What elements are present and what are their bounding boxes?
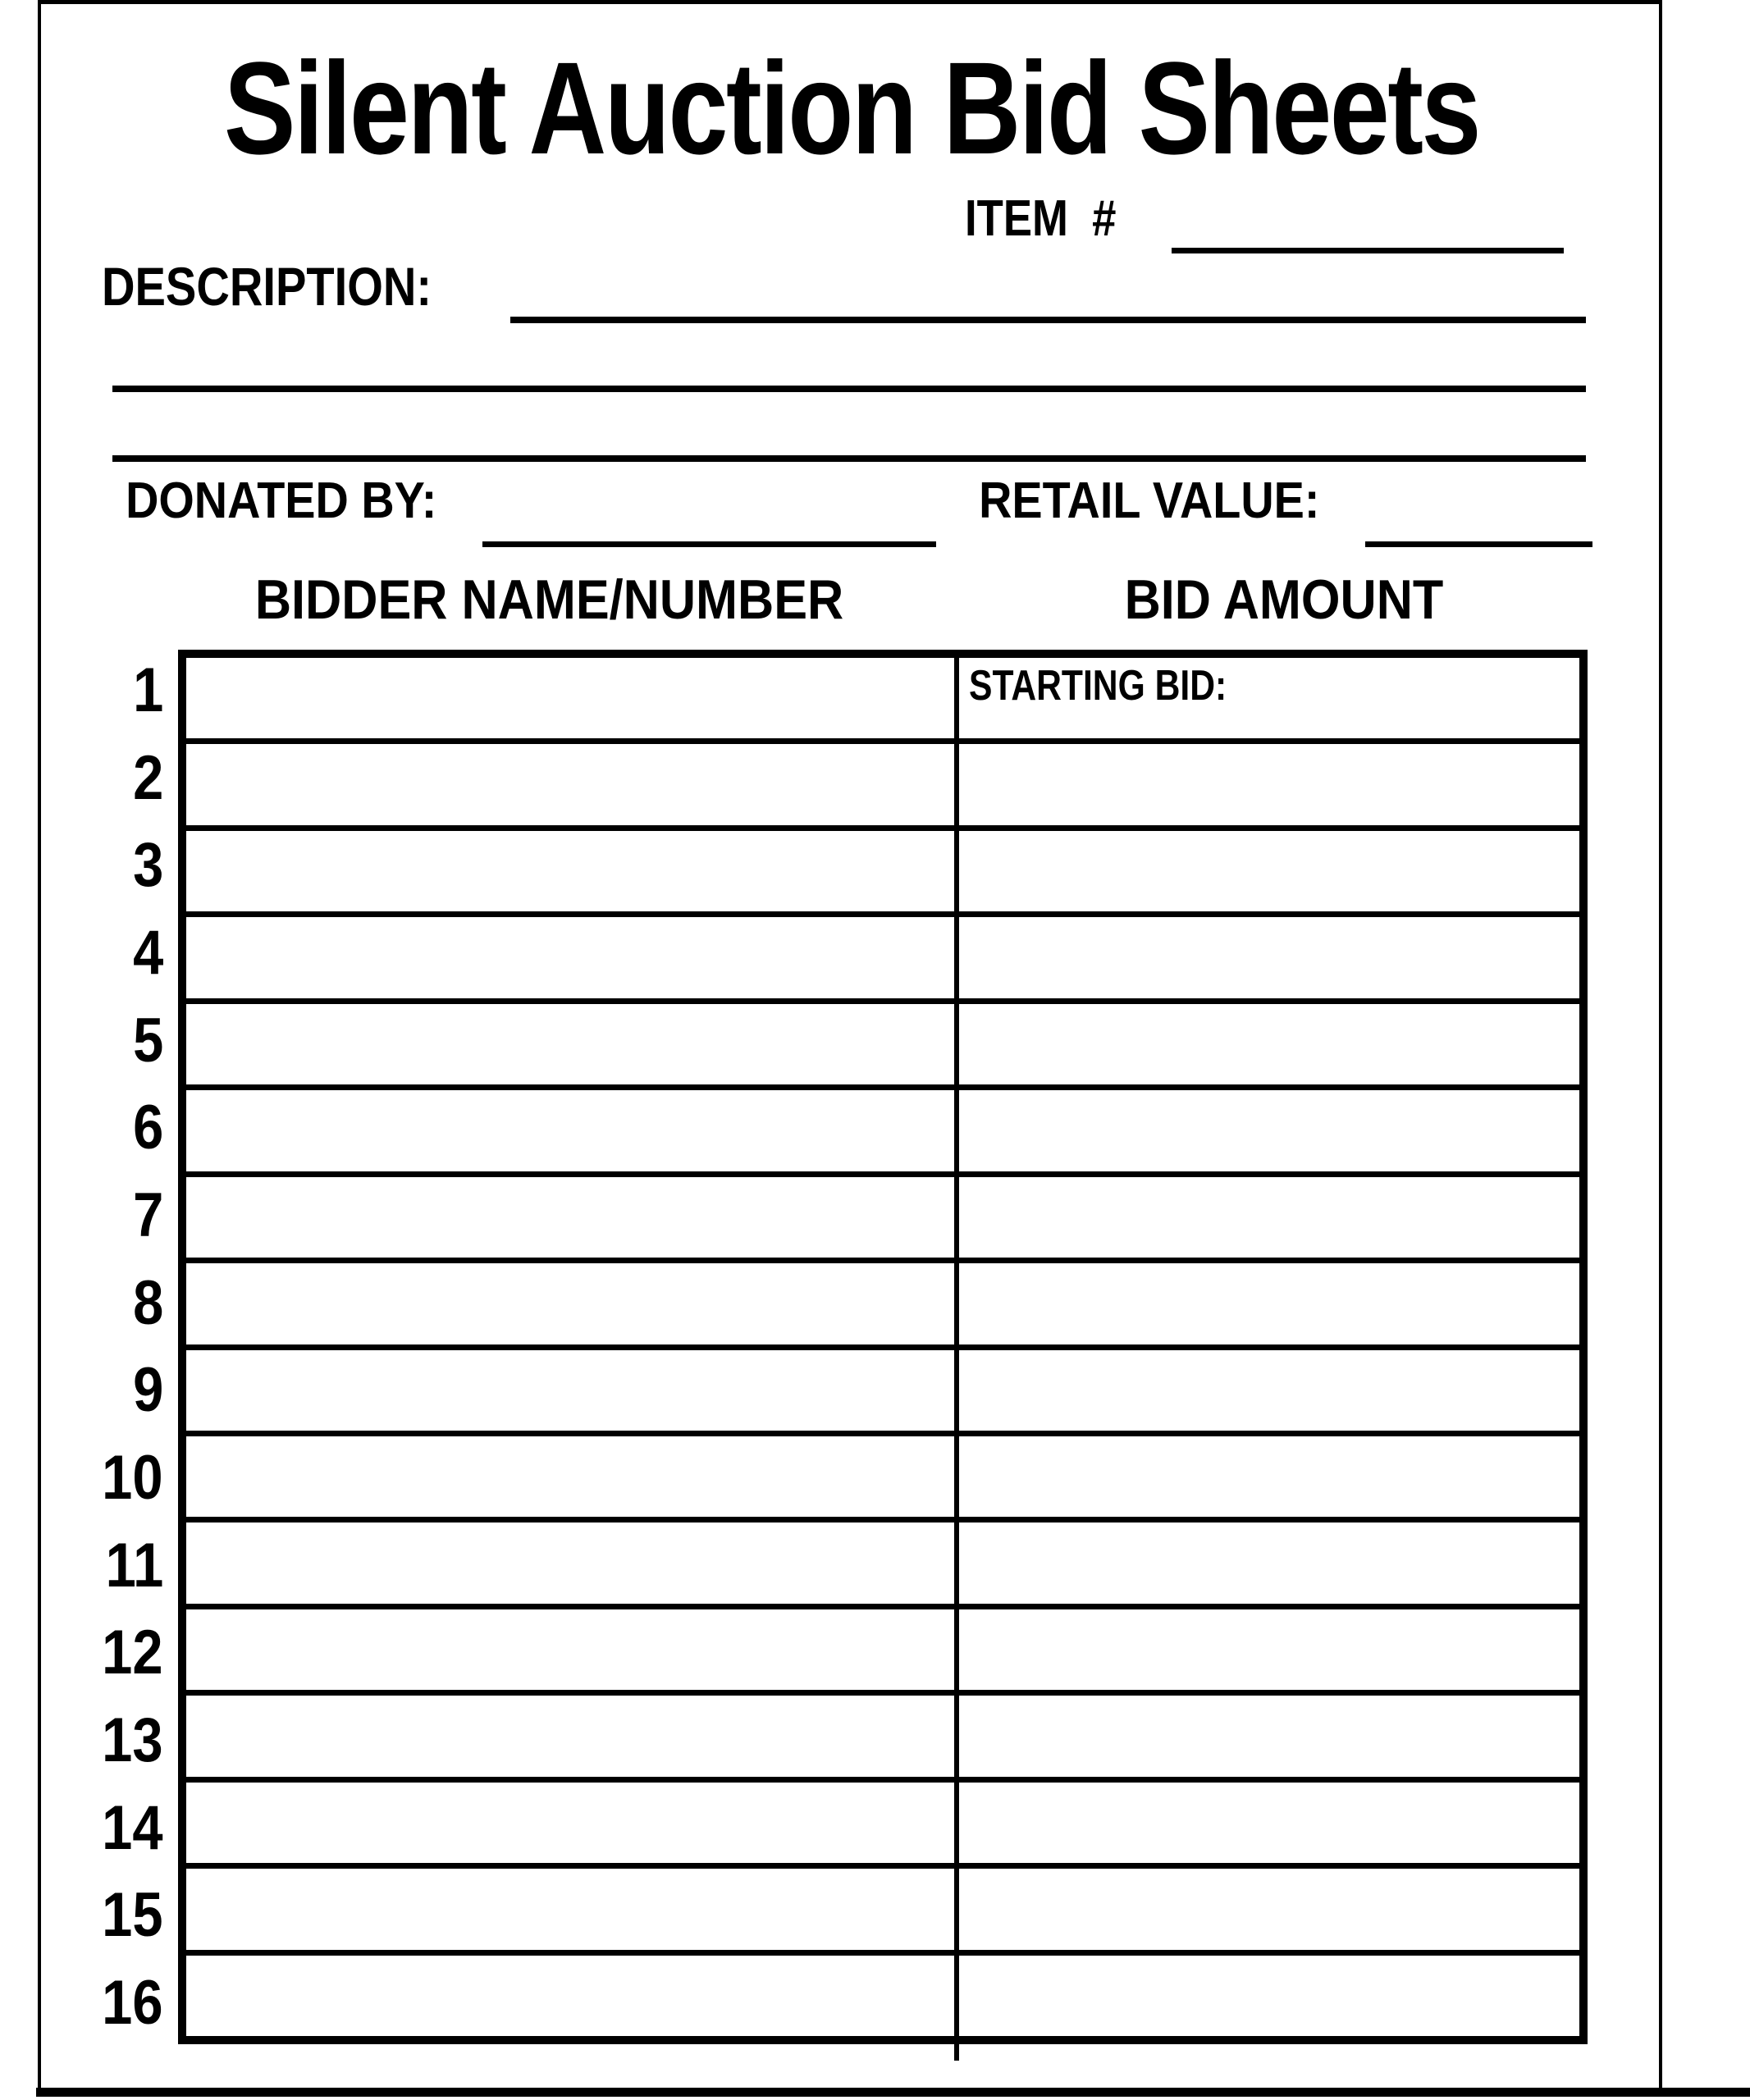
form-title-text: Silent Auction Bid Sheets [223, 34, 1480, 181]
bid-amount-cell [954, 1783, 1579, 1863]
table-row [186, 1436, 1579, 1522]
table-row [186, 1522, 1579, 1609]
table-row [186, 1350, 1579, 1436]
item-number-blank-line [1172, 248, 1564, 253]
table-row [186, 658, 1579, 744]
bidder-name-cell [186, 1090, 954, 1171]
table-row [186, 1177, 1579, 1263]
table-row [186, 1004, 1579, 1090]
row-number: 4 [132, 917, 163, 988]
row-number: 8 [132, 1267, 163, 1338]
bidder-name-cell [186, 1696, 954, 1776]
row-number: 16 [102, 1968, 163, 2038]
retail-value-label: RETAIL VALUE: [979, 472, 1320, 529]
row-number: 15 [102, 1880, 163, 1951]
row-number: 2 [132, 742, 163, 813]
bidder-name-cell [186, 917, 954, 998]
donated-by-blank-line [482, 541, 936, 547]
item-number-label: ITEM # [965, 190, 1117, 247]
bidder-name-cell [186, 744, 954, 824]
table-row [186, 1956, 1579, 2036]
table-row [186, 1869, 1579, 1955]
bidder-column-header: BIDDER NAME/NUMBER [255, 568, 844, 631]
bid-amount-cell [954, 1956, 1579, 2036]
row-number: 3 [132, 830, 163, 901]
bid-amount-cell [954, 1177, 1579, 1258]
bidder-name-cell [186, 658, 954, 738]
starting-bid-label: STARTING BID: [969, 662, 1227, 710]
row-number: 1 [132, 655, 163, 725]
column-divider-overshoot [954, 2044, 959, 2061]
donated-by-label: DONATED BY: [126, 472, 437, 529]
row-number: 14 [102, 1792, 163, 1863]
bid-amount-cell [954, 1436, 1579, 1517]
bid-amount-cell [954, 1609, 1579, 1690]
row-number: 11 [105, 1530, 163, 1600]
row-number: 9 [132, 1355, 163, 1426]
bidder-name-cell [186, 1263, 954, 1344]
row-number-column [41, 650, 168, 2044]
bidder-name-cell [186, 1177, 954, 1258]
bid-amount-cell [954, 1263, 1579, 1344]
bidder-name-cell [186, 1436, 954, 1517]
bid-amount-cell [954, 1090, 1579, 1171]
bid-amount-cell [954, 1350, 1579, 1431]
retail-value-blank-line [1365, 541, 1592, 547]
bid-amount-cell [954, 1522, 1579, 1603]
bid-amount-cell [954, 1696, 1579, 1776]
row-number: 10 [102, 1443, 163, 1513]
description-blank-line-1 [510, 317, 1586, 323]
bid-amount-cell [954, 744, 1579, 824]
bidder-name-cell [186, 1783, 954, 1863]
table-row [186, 744, 1579, 830]
description-blank-line-2 [112, 386, 1586, 392]
bid-amount-cell [954, 1004, 1579, 1084]
page-border-bottom [36, 2088, 1750, 2097]
form-title [39, 34, 1664, 181]
table-row [186, 1696, 1579, 1782]
table-row [186, 831, 1579, 917]
bid-table [178, 650, 1588, 2044]
bidder-name-cell [186, 1004, 954, 1084]
table-row [186, 1263, 1579, 1349]
bidder-name-cell [186, 831, 954, 911]
table-row [186, 1783, 1579, 1869]
bidder-name-cell [186, 1350, 954, 1431]
bidder-name-cell [186, 1609, 954, 1690]
bid-amount-cell [954, 917, 1579, 998]
row-number: 7 [132, 1180, 163, 1250]
bidder-name-cell [186, 1522, 954, 1603]
bidder-name-cell [186, 1869, 954, 1949]
table-row [186, 1090, 1579, 1176]
row-number: 13 [102, 1705, 163, 1776]
row-number: 5 [132, 1005, 163, 1075]
description-label: DESCRIPTION: [102, 256, 432, 317]
bid-amount-cell [954, 831, 1579, 911]
description-blank-line-3 [112, 455, 1586, 462]
bid-amount-cell [954, 1869, 1579, 1949]
bidder-name-cell [186, 1956, 954, 2036]
table-row [186, 1609, 1579, 1696]
row-number: 6 [132, 1093, 163, 1163]
bid-amount-cell [954, 658, 1579, 738]
row-number: 12 [102, 1618, 163, 1688]
table-row [186, 917, 1579, 1003]
bid-amount-column-header: BID AMOUNT [1124, 568, 1444, 631]
